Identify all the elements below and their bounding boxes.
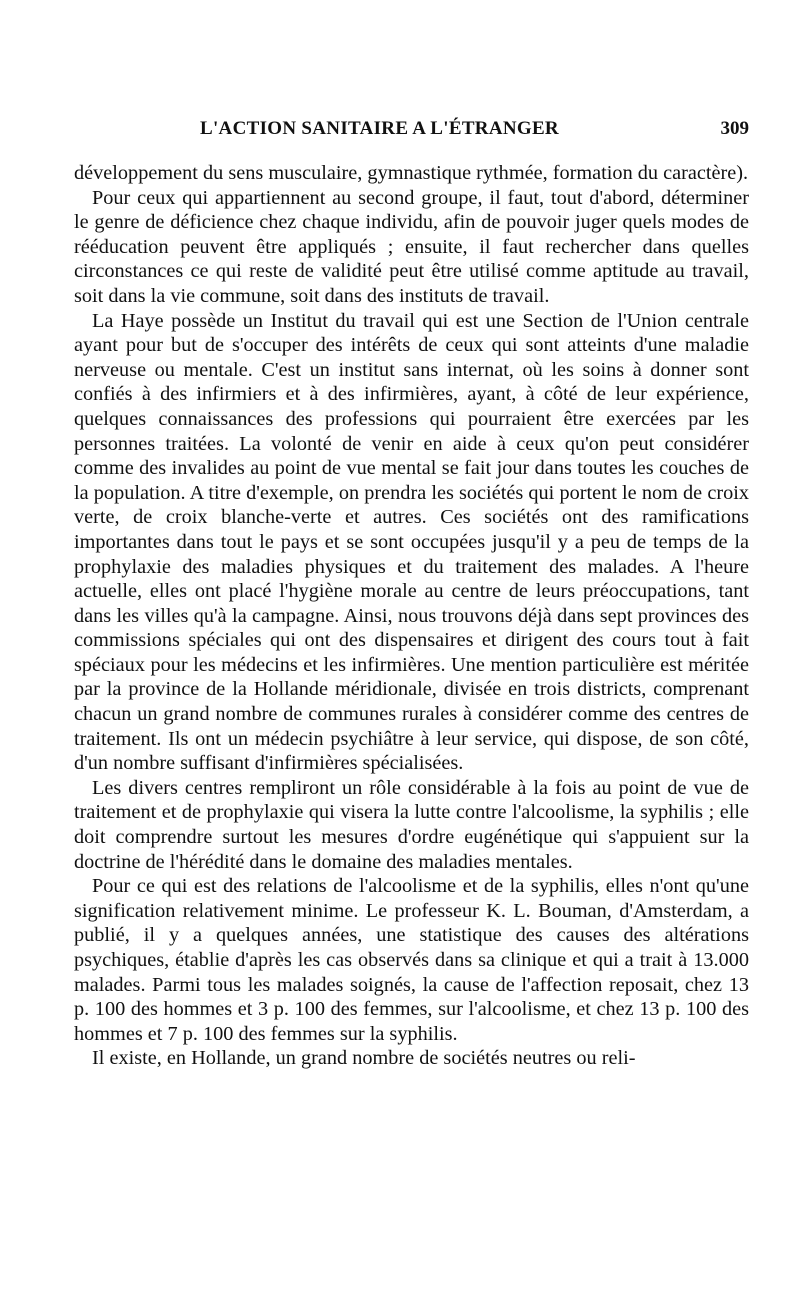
page-number: 309 (720, 118, 749, 139)
paragraph-4: Les divers centres rempliront un rôle considérable à la fois au point de vue de traitement et de prophylaxie qui visera la lutte contre l'alcoolisme, la syphilis ; elle doit comprendre surtout les mesures d'ordre eugénétique qui s'appuient sur la doctrine de l'hérédité dans le domaine des maladies mentales. (74, 776, 749, 873)
body-text (74, 161, 749, 1071)
paragraph-5: Pour ce qui est des relations de l'alcoolisme et de la syphilis, elles n'ont qu'une signification relativement minime. Le professeur K. L. Bouman, d'Amsterdam, a publié, il y a quelques années, une statistique des causes des altérations psychiques, établie d'après les cas observés dans sa clinique et qui a trait à 13.000 malades. Parmi tous les malades soignés, la cause de l'affection reposait, chez 13 p. 100 des hommes et 3 p. 100 des femmes, sur l'alcoolisme, et chez 13 p. 100 des hommes et 7 p. 100 des femmes sur la syphilis. (74, 875, 749, 1045)
running-title: L'ACTION SANITAIRE A L'ÉTRANGER (200, 118, 559, 139)
page-header (74, 118, 749, 144)
paragraph-2: Pour ceux qui appartiennent au second groupe, il faut, tout d'abord, déterminer le genre de déficience chez chaque individu, afin de pouvoir juger quels modes de rééducation peuvent être appliqués ; ensuite, il faut rechercher dans quelles circonstances ce qui reste de validité peut être utilisé comme aptitude au travail, soit dans la vie commune, soit dans des instituts de travail. (74, 186, 749, 307)
paragraph-6: Il existe, en Hollande, un grand nombre de sociétés neutres ou reli- (92, 1047, 636, 1070)
paragraph-3: La Haye possède un Institut du travail qui est une Section de l'Union centrale ayant pour but de s'occuper des intérêts de ceux qui sont atteints d'une maladie nerveuse ou mentale. C'est un institut sans internat, où les soins à donner sont confiés à des infirmiers et à des infirmières, ayant, à côté de leur expérience, quelques connaissances des professions qui pourraient être exercées par les personnes traitées. La volonté de venir en aide à ceux qu'on peut considérer comme des invalides au point de vue mental se fait jour dans toutes les couches de la population. A titre d'exemple, on prendra les sociétés qui portent le nom de croix verte, de croix blanche-verte et autres. Ces sociétés ont des ramifications importantes dans tout le pays et se sont occupées jusqu'il y a peu de temps de la prophylaxie des maladies physiques et du traitement des malades. A l'heure actuelle, elles ont placé l'hygiène morale au centre de leurs préoccupations, tant dans les villes qu'à la campagne. Ainsi, nous trouvons déjà dans sept provinces des commissions spéciales qui ont des dispensaires et dirigent des cours tout à fait spéciaux pour les médecins et les infirmières. Une mention particulière est méritée par la province de la Hollande méridionale, divisée en trois districts, comprenant chacun un grand nombre de communes rurales à considérer comme des centres de traitement. Ils ont un médecin psychiâtre à leur service, qui dispose, de son côté, d'un nombre suffisant d'infirmières spécialisées. (74, 309, 749, 775)
document-page (74, 0, 749, 1304)
paragraph-1: développement du sens musculaire, gymnastique rythmée, formation du caractère). (74, 162, 749, 184)
